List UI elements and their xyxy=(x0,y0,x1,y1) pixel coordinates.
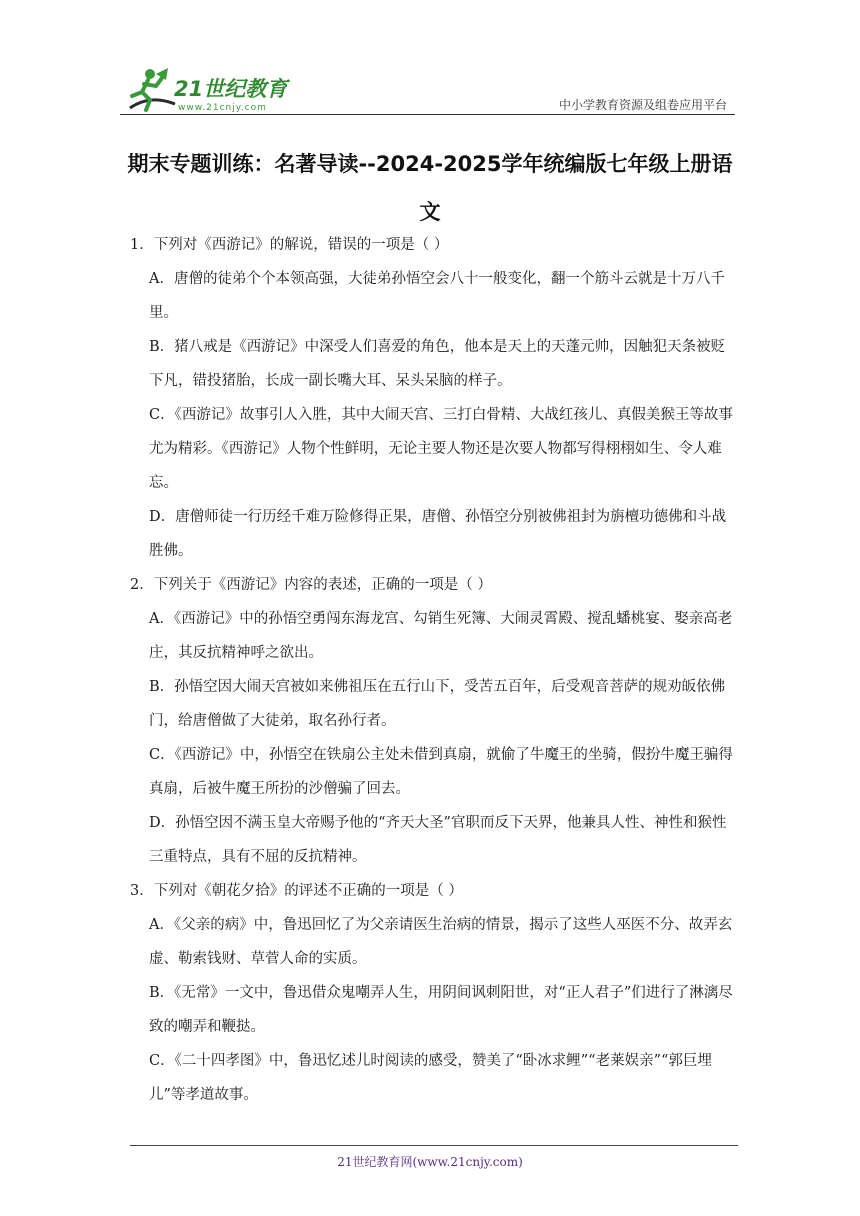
page-title: 期末专题训练：名著导读--2024-2025学年统编版七年级上册语文 xyxy=(127,152,733,224)
logo-text: 21世纪教育 xyxy=(174,77,288,101)
question-stem: 1．下列对《西游记》的解说，错误的一项是（ ） xyxy=(130,237,449,253)
logo-url: www.21cnjy.com xyxy=(178,103,267,113)
answer-option[interactable]: C．《西游记》故事引人入胜，其中大闹天宫、三打白骨精、大战红孩儿、真假美猴王等故事尤为精彩。《西游记》人物个性鲜明，无论主要人物还是次要人物都写得栩栩如生、令人难忘。 xyxy=(149,407,733,491)
question-list xyxy=(130,228,735,1112)
question-stem: 3．下列对《朝花夕拾》的评述不正确的一项是（ ） xyxy=(130,883,463,899)
answer-option[interactable]: C．《西游记》中，孙悟空在铁扇公主处未借到真扇，就偷了牛魔王的坐骑，假扮牛魔王骗得真扇，后被牛魔王所扮的沙僧骗了回去。 xyxy=(149,747,733,797)
page-header xyxy=(120,64,735,116)
logo-21cnjy xyxy=(120,64,290,114)
platform-name: 中小学教育资源及组卷应用平台 xyxy=(558,98,727,112)
answer-option[interactable]: A．《父亲的病》中，鲁迅回忆了为父亲请医生治病的情景，揭示了这些人巫医不分、故弄玄虚、勒索钱财、草菅人命的实质。 xyxy=(149,917,733,967)
answer-option[interactable]: B．《无常》一文中，鲁迅借众鬼嘲弄人生，用阴间讽刺阳世，对“正人君子”们进行了淋漓尽致的嘲弄和鞭挞。 xyxy=(149,985,733,1035)
answer-option[interactable]: B．猪八戒是《西游记》中深受人们喜爱的角色，他本是天上的天蓬元帅，因触犯天条被贬下凡，错投猪胎，长成一副长嘴大耳、呆头呆脑的样子。 xyxy=(149,339,726,389)
answer-option[interactable]: A．《西游记》中的孙悟空勇闯东海龙宫、勾销生死簿、大闹灵霄殿、搅乱蟠桃宴、娶亲高老庄，其反抗精神呼之欲出。 xyxy=(149,611,733,661)
answer-option[interactable]: A．唐僧的徒弟个个本领高强，大徒弟孙悟空会八十一般变化，翻一个筋斗云就是十万八千里。 xyxy=(149,271,725,321)
footer-link[interactable]: 21世纪教育网(www.21cnjy.com) xyxy=(337,1155,523,1169)
answer-option[interactable]: C．《二十四孝图》中，鲁迅忆述儿时阅读的感受，赞美了“卧冰求鲤”“老莱娱亲”“郭巨埋儿”等孝道故事。 xyxy=(149,1053,712,1103)
header-divider xyxy=(120,114,735,115)
answer-option[interactable]: D．孙悟空因不满玉皇大帝赐予他的“齐天大圣”官职而反下天界，他兼具人性、神性和猴性三重特点，具有不屈的反抗精神。 xyxy=(149,815,727,865)
answer-option[interactable]: D．唐僧师徒一行历经千难万险修得正果，唐僧、孙悟空分别被佛祖封为旃檀功德佛和斗战胜佛。 xyxy=(149,509,727,559)
footer-divider xyxy=(130,1145,738,1146)
question-stem: 2．下列关于《西游记》内容的表述，正确的一项是（ ） xyxy=(130,577,492,593)
answer-option[interactable]: B．孙悟空因大闹天宫被如来佛祖压在五行山下，受苦五百年，后受观音菩萨的规劝皈依佛门，给唐僧做了大徒弟，取名孙行者。 xyxy=(149,679,726,729)
